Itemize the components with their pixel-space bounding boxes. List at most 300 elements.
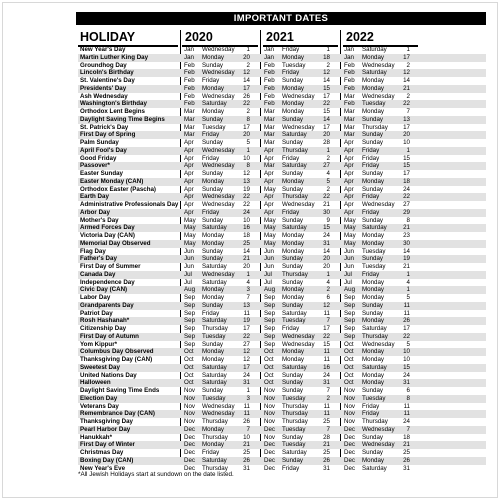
- holiday-name: Victoria Day (CAN): [80, 232, 135, 239]
- date-month: Sep: [264, 332, 276, 340]
- date-day: 12: [243, 69, 250, 77]
- date-weekday: Saturday: [202, 456, 227, 464]
- date-day: 23: [403, 232, 410, 239]
- holiday-name: Civic Day (CAN): [80, 286, 128, 294]
- date-weekday: Tuesday: [282, 61, 306, 69]
- date-month: Jul: [184, 270, 192, 278]
- date-weekday: Monday: [202, 286, 225, 294]
- date-month: Feb: [184, 84, 195, 92]
- date-weekday: Saturday: [202, 263, 227, 270]
- date-day: 11: [403, 410, 410, 418]
- date-day: 21: [323, 441, 330, 449]
- date-month: Feb: [344, 77, 355, 84]
- date-weekday: Monday: [362, 232, 385, 239]
- date-day: 22: [403, 193, 410, 201]
- date-day: 30: [403, 239, 410, 247]
- date-day: 18: [323, 53, 330, 61]
- table-row: [78, 108, 486, 116]
- date-weekday: Monday: [202, 177, 225, 185]
- holiday-name: Veterans Day: [80, 402, 119, 410]
- date-month: Nov: [344, 394, 356, 402]
- date-day: 8: [406, 216, 410, 224]
- date-weekday: Monday: [282, 356, 305, 363]
- date-day: 11: [403, 402, 410, 410]
- holiday-name: Presidents' Day: [80, 84, 127, 92]
- date-weekday: Sunday: [282, 433, 303, 441]
- date-day: 29: [403, 208, 410, 216]
- date-weekday: Monday: [282, 84, 305, 92]
- date-day: 5: [406, 340, 410, 348]
- holiday-name: Sweetest Day: [80, 363, 120, 371]
- footnote: *All Jewish Holidays start at sundown on the date listed.: [78, 471, 234, 478]
- date-weekday: Saturday: [362, 224, 387, 232]
- date-weekday: Thursday: [202, 325, 228, 332]
- date-month: Sep: [184, 332, 196, 340]
- date-month: Mar: [264, 123, 275, 131]
- date-month: Jun: [264, 263, 274, 270]
- date-weekday: Tuesday: [282, 441, 306, 449]
- table-row: [78, 310, 486, 318]
- holiday-name: Labor Day: [80, 294, 111, 301]
- date-day: 22: [323, 332, 330, 340]
- date-day: 20: [403, 131, 410, 139]
- date-weekday: Monday: [362, 456, 385, 464]
- date-month: Apr: [184, 162, 194, 170]
- date-month: May: [344, 239, 356, 247]
- date-day: 20: [323, 255, 330, 263]
- date-weekday: Tuesday: [202, 394, 226, 402]
- date-weekday: Wednesday: [202, 201, 235, 208]
- date-day: 31: [243, 464, 250, 472]
- date-day: 12: [243, 170, 250, 177]
- date-month: Apr: [344, 146, 354, 154]
- date-weekday: Friday: [282, 154, 300, 162]
- date-weekday: Wednesday: [362, 92, 395, 100]
- date-month: Jun: [184, 263, 194, 270]
- holiday-name: Arbor Day: [80, 208, 110, 216]
- holiday-name: Administrative Professionals Day: [80, 201, 179, 208]
- date-month: Mar: [264, 108, 275, 115]
- holiday-name: Independence Day: [80, 278, 135, 286]
- date-day: 13: [243, 177, 250, 185]
- date-weekday: Sunday: [202, 340, 223, 348]
- date-month: Nov: [184, 394, 196, 402]
- date-month: Feb: [264, 69, 275, 77]
- table-row: [78, 449, 486, 457]
- holiday-name: Daylight Saving Time Begins: [80, 115, 165, 123]
- date-month: Apr: [184, 139, 194, 146]
- date-month: Dec: [344, 425, 356, 433]
- table-row: [78, 178, 486, 186]
- table-row: [78, 364, 486, 372]
- date-month: Dec: [184, 425, 196, 433]
- date-month: Oct: [344, 363, 354, 371]
- date-day: 1: [246, 270, 250, 278]
- date-month: Sep: [344, 325, 356, 332]
- table-row: [78, 441, 486, 449]
- date-day: 15: [323, 108, 330, 115]
- date-weekday: Sunday: [282, 263, 303, 270]
- date-day: 12: [403, 69, 410, 77]
- date-weekday: Sunday: [282, 371, 303, 379]
- date-weekday: Saturday: [362, 69, 387, 77]
- table-row: [78, 209, 486, 217]
- date-month: Jun: [344, 255, 354, 263]
- date-day: 30: [323, 208, 330, 216]
- date-weekday: Monday: [282, 286, 305, 294]
- date-weekday: Monday: [362, 53, 385, 61]
- date-month: Apr: [264, 201, 274, 208]
- date-month: Mar: [344, 131, 355, 139]
- date-month: Nov: [264, 433, 276, 441]
- date-weekday: Monday: [362, 84, 385, 92]
- date-weekday: Monday: [282, 247, 305, 255]
- holiday-name: Christmas Day: [80, 449, 124, 456]
- date-day: 18: [403, 433, 410, 441]
- date-weekday: Wednesday: [362, 201, 395, 208]
- holiday-table: [78, 46, 486, 472]
- date-day: 24: [243, 371, 250, 379]
- date-day: 11: [243, 410, 250, 418]
- date-day: 11: [323, 348, 330, 356]
- table-row: [78, 286, 486, 294]
- date-weekday: Saturday: [362, 464, 387, 472]
- table-row: [78, 46, 486, 54]
- date-day: 6: [406, 387, 410, 394]
- date-month: Mar: [264, 139, 275, 146]
- date-month: Apr: [264, 146, 274, 154]
- date-day: 15: [323, 340, 330, 348]
- date-month: Apr: [264, 154, 274, 162]
- date-weekday: Sunday: [282, 216, 303, 224]
- date-day: 15: [403, 154, 410, 162]
- date-month: Jul: [264, 278, 272, 286]
- date-weekday: Thursday: [202, 433, 228, 441]
- date-day: 1: [326, 46, 330, 53]
- date-weekday: Wednesday: [202, 193, 235, 201]
- date-weekday: Thursday: [282, 418, 308, 425]
- date-weekday: Monday: [362, 286, 385, 294]
- date-day: 2: [246, 108, 250, 115]
- date-weekday: Sunday: [282, 278, 303, 286]
- date-day: 22: [243, 193, 250, 201]
- date-month: May: [184, 216, 196, 224]
- date-month: Apr: [184, 185, 194, 193]
- date-month: Apr: [184, 154, 194, 162]
- date-month: Dec: [264, 425, 276, 433]
- date-month: Jun: [264, 255, 274, 263]
- holiday-name: Lincoln's Birthday: [80, 69, 134, 77]
- year-2022-header: 2022: [346, 30, 374, 44]
- date-day: 17: [323, 325, 330, 332]
- date-weekday: Sunday: [362, 115, 383, 123]
- date-day: 17: [243, 84, 250, 92]
- date-month: Oct: [264, 379, 274, 387]
- date-month: Sep: [264, 317, 276, 325]
- date-day: 7: [246, 294, 250, 301]
- date-weekday: Sunday: [202, 139, 223, 146]
- date-weekday: Sunday: [282, 387, 303, 394]
- date-day: 21: [243, 255, 250, 263]
- date-month: Mar: [184, 131, 195, 139]
- date-day: 1: [406, 46, 410, 53]
- table-row: [78, 418, 486, 426]
- date-month: Apr: [344, 139, 354, 146]
- date-day: 14: [323, 77, 330, 84]
- table-row: [78, 193, 486, 201]
- date-weekday: Friday: [282, 208, 300, 216]
- holiday-name: April Fool's Day: [80, 146, 127, 154]
- holiday-name: Good Friday: [80, 154, 117, 162]
- date-day: 20: [323, 263, 330, 270]
- date-day: 17: [403, 123, 410, 131]
- date-day: 14: [323, 247, 330, 255]
- table-row: [78, 100, 486, 108]
- date-day: 27: [323, 162, 330, 170]
- date-day: 21: [243, 441, 250, 449]
- holiday-name: Father's Day: [80, 255, 117, 263]
- date-weekday: Monday: [282, 100, 305, 108]
- date-month: Dec: [184, 456, 196, 464]
- date-weekday: Thursday: [362, 123, 388, 131]
- table-row: [78, 457, 486, 465]
- date-day: 26: [323, 456, 330, 464]
- holiday-name: St. Valentine's Day: [80, 77, 135, 84]
- date-day: 21: [403, 263, 410, 270]
- date-month: Feb: [264, 84, 275, 92]
- date-weekday: Tuesday: [362, 100, 386, 108]
- date-weekday: Saturday: [202, 278, 227, 286]
- date-month: Dec: [264, 456, 276, 464]
- date-month: Nov: [264, 394, 276, 402]
- date-weekday: Monday: [362, 379, 385, 387]
- holiday-name: United Nations Day: [80, 371, 137, 379]
- date-weekday: Sunday: [282, 456, 303, 464]
- date-weekday: Sunday: [362, 449, 383, 456]
- table-row: [78, 240, 486, 248]
- date-day: 4: [406, 278, 410, 286]
- date-weekday: Wednesday: [202, 162, 235, 170]
- date-month: Feb: [184, 92, 195, 100]
- date-month: Jan: [344, 46, 354, 53]
- holiday-name: Memorial Day Observed: [80, 239, 151, 247]
- date-day: 28: [323, 433, 330, 441]
- date-weekday: Wednesday: [202, 69, 235, 77]
- date-day: 24: [403, 185, 410, 193]
- date-month: Mar: [344, 115, 355, 123]
- holiday-name: First Day of Summer: [80, 263, 141, 270]
- date-day: 12: [323, 301, 330, 309]
- date-weekday: Wednesday: [282, 201, 315, 208]
- date-day: 12: [323, 69, 330, 77]
- date-month: Dec: [344, 441, 356, 449]
- date-day: 17: [323, 123, 330, 131]
- table-row: [78, 410, 486, 418]
- date-day: 17: [243, 123, 250, 131]
- date-day: 31: [323, 464, 330, 472]
- date-month: Nov: [344, 387, 356, 394]
- date-day: 17: [403, 53, 410, 61]
- table-row: [78, 387, 486, 395]
- date-day: 1: [406, 270, 410, 278]
- date-day: 26: [403, 317, 410, 325]
- date-day: 3: [246, 394, 250, 402]
- date-day: 1: [406, 286, 410, 294]
- date-month: May: [264, 239, 276, 247]
- date-month: Jan: [184, 53, 194, 61]
- date-weekday: Sunday: [362, 301, 383, 309]
- date-weekday: Saturday: [282, 363, 307, 371]
- date-day: 5: [246, 139, 250, 146]
- date-month: Oct: [264, 363, 274, 371]
- date-month: Oct: [264, 348, 274, 356]
- date-day: 14: [403, 247, 410, 255]
- date-weekday: Sunday: [362, 139, 383, 146]
- date-month: Mar: [264, 162, 275, 170]
- date-month: Sep: [184, 317, 196, 325]
- date-weekday: Friday: [282, 464, 300, 472]
- table-row: [78, 155, 486, 163]
- date-day: 7: [406, 108, 410, 115]
- date-weekday: Sunday: [282, 77, 303, 84]
- date-month: Sep: [264, 325, 276, 332]
- holiday-name: Daylight Saving Time Ends: [80, 387, 160, 394]
- date-weekday: Saturday: [202, 100, 227, 108]
- date-month: Nov: [264, 410, 276, 418]
- date-weekday: Saturday: [282, 449, 307, 456]
- date-weekday: Monday: [362, 108, 385, 115]
- table-row: [78, 232, 486, 240]
- date-month: Jun: [184, 255, 194, 263]
- holiday-name: Easter Sunday: [80, 170, 123, 177]
- date-day: 24: [403, 371, 410, 379]
- date-weekday: Sunday: [362, 170, 383, 177]
- date-day: 12: [243, 348, 250, 356]
- date-month: Feb: [184, 69, 195, 77]
- holiday-name: Election Day: [80, 394, 118, 402]
- date-month: Dec: [344, 464, 356, 472]
- date-weekday: Tuesday: [282, 317, 306, 325]
- date-month: Mar: [184, 108, 195, 115]
- date-month: Apr: [344, 185, 354, 193]
- date-day: 7: [246, 425, 250, 433]
- date-weekday: Tuesday: [202, 332, 226, 340]
- date-month: Sep: [344, 301, 356, 309]
- date-weekday: Saturday: [282, 131, 307, 139]
- holiday-name: Washington's Birthday: [80, 100, 147, 108]
- date-day: 2: [326, 185, 330, 193]
- date-month: Apr: [264, 193, 274, 201]
- date-month: Nov: [264, 387, 276, 394]
- date-day: 16: [243, 224, 250, 232]
- date-day: 22: [243, 201, 250, 208]
- date-month: Apr: [184, 201, 194, 208]
- date-month: Aug: [344, 286, 356, 294]
- date-day: 7: [326, 425, 330, 433]
- date-weekday: Sunday: [202, 216, 223, 224]
- date-day: 11: [323, 309, 330, 317]
- holiday-name: Orthodox Lent Begins: [80, 108, 145, 115]
- table-row: [78, 403, 486, 411]
- holiday-name: Rosh Hashanah*: [80, 317, 130, 325]
- table-row: [78, 271, 486, 279]
- date-month: Jan: [264, 53, 274, 61]
- date-weekday: Tuesday: [362, 263, 386, 270]
- date-day: 14: [243, 77, 250, 84]
- date-month: May: [264, 216, 276, 224]
- date-day: 25: [403, 449, 410, 456]
- table-row: [78, 224, 486, 232]
- date-day: 5: [326, 177, 330, 185]
- date-month: Apr: [344, 208, 354, 216]
- date-month: Sep: [184, 294, 196, 301]
- date-day: 11: [243, 402, 250, 410]
- holiday-name: Ash Wednesday: [80, 92, 128, 100]
- holiday-name: New Year's Eve: [80, 464, 126, 472]
- date-weekday: Sunday: [282, 185, 303, 193]
- date-weekday: Monday: [202, 53, 225, 61]
- date-month: Apr: [264, 177, 274, 185]
- date-month: May: [344, 232, 356, 239]
- date-weekday: Sunday: [282, 379, 303, 387]
- date-day: 11: [403, 301, 410, 309]
- date-weekday: Friday: [362, 410, 380, 418]
- date-weekday: Wednesday: [362, 61, 395, 69]
- date-month: Oct: [344, 356, 354, 363]
- date-day: 24: [243, 208, 250, 216]
- date-month: Apr: [184, 208, 194, 216]
- holiday-name: Thanksgiving Day: [80, 418, 133, 425]
- date-month: Oct: [344, 340, 354, 348]
- date-weekday: Friday: [202, 154, 220, 162]
- date-weekday: Saturday: [202, 363, 227, 371]
- date-day: 4: [326, 170, 330, 177]
- date-weekday: Saturday: [362, 325, 387, 332]
- date-day: 7: [406, 425, 410, 433]
- date-month: Apr: [184, 146, 194, 154]
- date-month: Jun: [344, 247, 354, 255]
- date-weekday: Friday: [202, 131, 220, 139]
- date-month: Sep: [184, 309, 196, 317]
- date-month: Feb: [344, 100, 355, 108]
- date-day: 20: [243, 53, 250, 61]
- table-row: [78, 85, 486, 93]
- date-month: Oct: [344, 348, 354, 356]
- holiday-name: Halloween: [80, 379, 111, 387]
- table-row: [78, 162, 486, 170]
- date-day: 8: [406, 394, 410, 402]
- date-weekday: Wednesday: [202, 270, 235, 278]
- date-day: 22: [403, 100, 410, 108]
- important-dates-banner: IMPORTANT DATES: [76, 12, 486, 25]
- date-day: 14: [323, 115, 330, 123]
- date-weekday: Sunday: [282, 301, 303, 309]
- date-month: Sep: [184, 301, 196, 309]
- date-month: Jan: [184, 46, 194, 53]
- date-day: 20: [243, 263, 250, 270]
- date-day: 16: [323, 363, 330, 371]
- date-weekday: Friday: [202, 77, 220, 84]
- date-weekday: Sunday: [362, 255, 383, 263]
- date-weekday: Monday: [362, 77, 385, 84]
- date-day: 10: [403, 356, 410, 363]
- date-month: Dec: [344, 433, 356, 441]
- date-month: Sep: [264, 340, 276, 348]
- date-month: Sep: [184, 325, 196, 332]
- date-weekday: Sunday: [362, 216, 383, 224]
- date-day: 24: [403, 418, 410, 425]
- table-row: [78, 248, 486, 256]
